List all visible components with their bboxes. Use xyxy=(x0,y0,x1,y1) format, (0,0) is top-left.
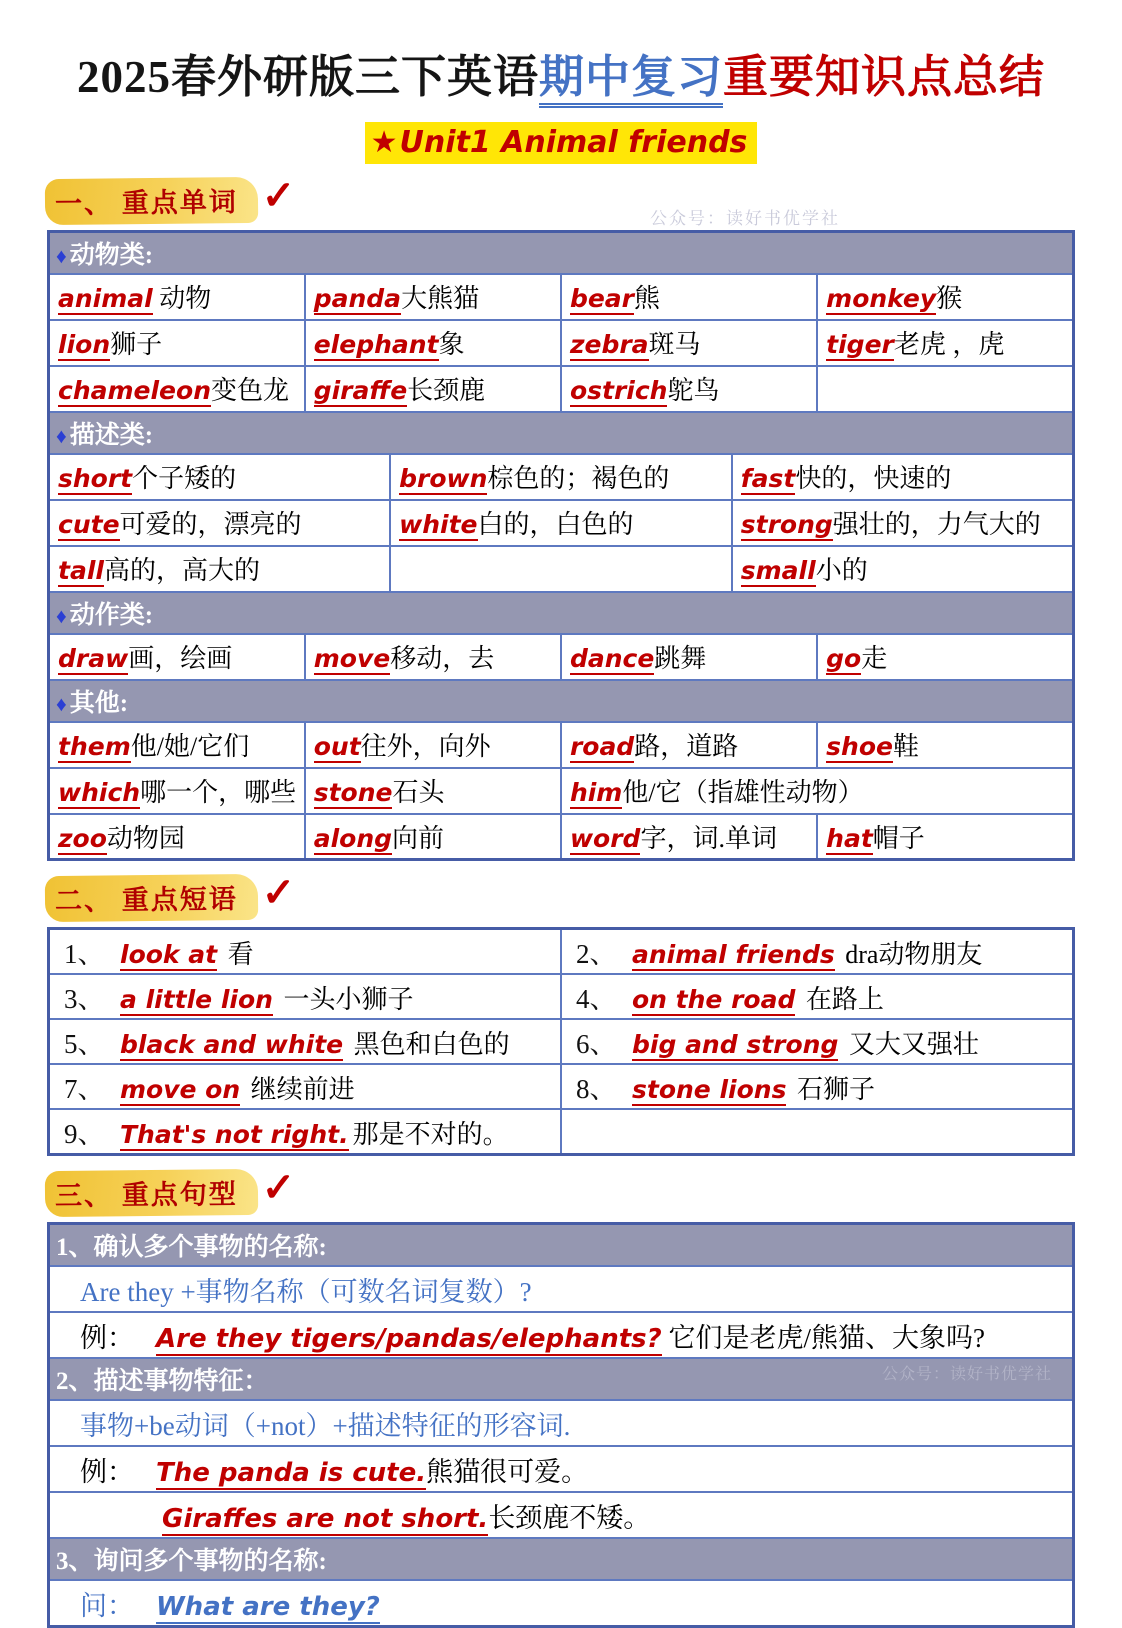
chinese-meaning: 长颈鹿 xyxy=(407,376,486,406)
vocab-cell xyxy=(49,546,391,592)
english-word: shoe xyxy=(826,732,893,762)
star-icon: ★ xyxy=(370,124,398,160)
vocab-cell xyxy=(732,454,1074,500)
chinese-meaning: 帽子 xyxy=(872,824,925,853)
pattern-header-label: 1、确认多个事物的名称: xyxy=(56,1234,327,1262)
question-label: 问： xyxy=(80,1590,134,1621)
watermark-text: 公众号：读好书优学社 xyxy=(650,209,840,228)
phrase-cell xyxy=(561,1019,1074,1064)
vocab-cell xyxy=(49,500,391,546)
vocab-group-label: 其他: xyxy=(69,689,129,717)
vocab-cell xyxy=(732,500,1074,546)
pattern-formula: 事物+be动词（+not）+描述特征的形容词. xyxy=(80,1410,571,1441)
pattern-formula-row xyxy=(49,1400,1074,1446)
english-word: white xyxy=(399,510,478,540)
subtitle-row xyxy=(0,122,1122,164)
pattern-header-label: 3、询问多个事物的名称: xyxy=(56,1548,327,1576)
english-word: ostrich xyxy=(569,376,668,406)
watermark-text: 公众号：读好书优学社 xyxy=(881,1366,1052,1384)
chinese-meaning: 小的 xyxy=(815,556,868,586)
phrase-chinese: dra动物朋友 xyxy=(838,940,983,970)
vocab-cell xyxy=(305,634,561,680)
vocab-cell xyxy=(49,814,305,860)
vocab-cell xyxy=(305,366,561,412)
english-word: animal xyxy=(58,284,153,314)
phrase-number: 7、 xyxy=(64,1074,105,1105)
vocab-cell xyxy=(561,768,1074,814)
diamond-icon: ♦ xyxy=(56,691,67,716)
example-label: 例： xyxy=(80,1456,134,1487)
english-word: dance xyxy=(569,644,655,674)
phrase-cell xyxy=(49,1109,562,1155)
phrase-chinese: 黑色和白色的 xyxy=(347,1030,510,1060)
phrase-row xyxy=(49,974,1074,1019)
pattern-example-row xyxy=(49,1446,1074,1492)
section-heading-phrases xyxy=(45,870,296,921)
example-chinese: 熊猫很可爱。 xyxy=(426,1456,589,1487)
english-word: panda xyxy=(313,284,402,314)
pattern-header xyxy=(49,1358,1074,1400)
check-icon: ✓ xyxy=(261,1165,296,1211)
vocab-cell xyxy=(817,634,1073,680)
vocab-cell xyxy=(49,768,305,814)
chinese-meaning: 往外，向外 xyxy=(360,732,491,762)
english-word: bear xyxy=(569,284,634,314)
phrase-number: 9、 xyxy=(64,1119,105,1150)
english-word: along xyxy=(313,824,393,853)
english-word: brown xyxy=(399,464,488,494)
diamond-icon: ♦ xyxy=(56,603,67,628)
phrase-cell xyxy=(561,929,1074,975)
english-word: him xyxy=(569,778,623,808)
vocab-group-label: 动作类: xyxy=(69,601,154,629)
vocab-cell xyxy=(561,722,817,768)
phrase-row xyxy=(49,1064,1074,1109)
phrase-row xyxy=(49,929,1074,975)
pattern-header xyxy=(49,1538,1074,1580)
vocab-cell xyxy=(390,454,732,500)
title-part-blue: 期中复习 xyxy=(539,52,723,108)
pattern-question-row xyxy=(49,1580,1074,1626)
chinese-meaning: 走 xyxy=(861,644,888,674)
vocab-cell xyxy=(817,722,1073,768)
chinese-meaning: 动物 xyxy=(152,284,212,314)
pattern-header-label: 2、描述事物特征： xyxy=(56,1368,269,1396)
chinese-meaning: 高的，高大的 xyxy=(103,556,260,586)
vocab-row xyxy=(49,366,1074,412)
vocab-cell xyxy=(305,722,561,768)
phrase-number: 6、 xyxy=(576,1029,617,1060)
section-heading-phrases-label: 二、 重点短语 xyxy=(45,874,258,922)
phrase-row xyxy=(49,1019,1074,1064)
vocab-cell xyxy=(49,320,305,366)
phrase-number: 1、 xyxy=(64,939,105,970)
english-word: tall xyxy=(58,556,104,586)
check-icon: ✓ xyxy=(261,172,296,218)
example-english: Giraffes are not short. xyxy=(162,1503,489,1534)
phrase-number: 3、 xyxy=(64,984,105,1015)
vocab-table xyxy=(47,230,1075,862)
chinese-meaning: 狮子 xyxy=(110,330,163,360)
chinese-meaning: 动物园 xyxy=(106,824,185,853)
english-word: zoo xyxy=(58,824,107,853)
vocab-row xyxy=(49,320,1074,366)
vocab-cell xyxy=(305,274,561,320)
chinese-meaning: 可爱的，漂亮的 xyxy=(119,510,302,540)
english-word: stone xyxy=(313,778,393,808)
patterns-table xyxy=(47,1222,1075,1628)
pattern-example-row xyxy=(49,1312,1074,1358)
vocab-cell xyxy=(49,722,305,768)
unit-subtitle xyxy=(365,122,758,164)
pattern-example-row xyxy=(49,1492,1074,1538)
vocab-row xyxy=(49,634,1074,680)
example-english: The panda is cute. xyxy=(156,1457,427,1488)
english-word: short xyxy=(58,464,133,494)
vocab-cell xyxy=(49,274,305,320)
vocab-row xyxy=(49,454,1074,500)
phrase-english: move on xyxy=(120,1075,241,1105)
diamond-icon: ♦ xyxy=(56,243,67,268)
page-title xyxy=(0,0,1122,104)
phrase-english: look at xyxy=(120,940,218,970)
chinese-meaning: 大熊猫 xyxy=(401,284,480,314)
english-word: giraffe xyxy=(313,376,408,406)
phrase-number: 4、 xyxy=(576,984,617,1015)
vocab-cell xyxy=(49,454,391,500)
vocab-cell xyxy=(305,768,561,814)
chinese-meaning: 强壮的，力气大的 xyxy=(832,510,1041,540)
english-word: them xyxy=(58,732,131,762)
pattern-formula: Are they +事物名称（可数名词复数）? xyxy=(80,1276,532,1307)
phrase-number: 2、 xyxy=(576,939,617,970)
english-word: tiger xyxy=(826,330,894,360)
phrase-chinese: 又大又强壮 xyxy=(842,1030,979,1060)
english-word: word xyxy=(569,824,641,853)
phrase-english: big and strong xyxy=(632,1030,839,1060)
chinese-meaning: 斑马 xyxy=(648,330,701,360)
section-heading-words xyxy=(45,172,296,224)
vocab-row xyxy=(49,768,1074,814)
phrase-number: 5、 xyxy=(64,1029,105,1060)
phrase-english: on the road xyxy=(632,985,796,1015)
phrase-cell xyxy=(49,929,562,975)
english-word: which xyxy=(58,778,141,808)
english-word: fast xyxy=(740,464,796,494)
chinese-meaning: 画，绘画 xyxy=(128,644,233,674)
vocab-cell xyxy=(732,546,1074,592)
chinese-meaning: 棕色的；褐色的 xyxy=(487,464,670,494)
chinese-meaning: 移动，去 xyxy=(390,644,495,674)
phrase-cell xyxy=(49,974,562,1019)
phrase-chinese: 一头小狮子 xyxy=(276,985,414,1015)
english-word: strong xyxy=(740,510,833,540)
phrase-cell xyxy=(561,974,1074,1019)
vocab-group-label: 动物类: xyxy=(69,241,154,269)
chinese-meaning: 他/她/它们 xyxy=(130,732,250,762)
phrase-chinese: 在路上 xyxy=(799,985,884,1015)
chinese-meaning: 快的，快速的 xyxy=(795,464,952,494)
english-word: elephant xyxy=(313,330,439,360)
chinese-meaning: 石头 xyxy=(392,778,445,808)
vocab-group-label: 描述类: xyxy=(69,421,154,449)
phrases-table xyxy=(47,927,1075,1156)
vocab-cell-empty xyxy=(817,366,1073,412)
pattern-header xyxy=(49,1224,1074,1267)
diamond-icon: ♦ xyxy=(56,423,67,448)
section-heading-patterns-label: 三、 重点句型 xyxy=(45,1169,258,1217)
english-word: go xyxy=(826,644,862,674)
phrase-english: a little lion xyxy=(120,985,273,1015)
phrase-chinese: 石狮子 xyxy=(790,1075,875,1105)
vocab-cell-empty xyxy=(390,546,732,592)
english-word: move xyxy=(313,644,391,674)
english-word: out xyxy=(313,732,361,762)
phrase-cell xyxy=(561,1064,1074,1109)
example-chinese: 长颈鹿不矮。 xyxy=(488,1502,651,1533)
vocab-group-header xyxy=(49,412,1074,454)
vocab-group-header xyxy=(49,680,1074,722)
section-heading-patterns xyxy=(45,1165,296,1216)
phrase-cell xyxy=(49,1019,562,1064)
question-english: What are they? xyxy=(156,1591,380,1622)
vocab-cell xyxy=(561,274,817,320)
chinese-meaning: 白的，白色的 xyxy=(477,510,634,540)
vocab-cell xyxy=(49,366,305,412)
vocab-cell xyxy=(561,366,817,412)
phrase-english: That's not right. xyxy=(120,1120,349,1150)
vocab-cell xyxy=(49,634,305,680)
phrase-row xyxy=(49,1109,1074,1155)
phrase-english: stone lions xyxy=(632,1075,787,1105)
title-part-black: 2025春外研版三下英语 xyxy=(76,52,539,102)
phrase-chinese: 看 xyxy=(221,940,254,970)
english-word: draw xyxy=(58,644,129,674)
section-heading-words-label: 一、 重点单词 xyxy=(45,177,258,225)
chinese-meaning: 老虎 ，虎 xyxy=(893,330,1005,360)
vocab-cell xyxy=(305,320,561,366)
vocab-row xyxy=(49,500,1074,546)
chinese-meaning: 个子矮的 xyxy=(132,464,237,494)
chinese-meaning: 路，道路 xyxy=(634,732,739,762)
vocab-group-header xyxy=(49,231,1074,274)
phrase-english: black and white xyxy=(120,1030,344,1060)
phrase-number: 8、 xyxy=(576,1074,617,1105)
title-part-red: 重要知识点总结 xyxy=(723,52,1046,102)
example-chinese: 它们是老虎/熊猫、大象吗? xyxy=(661,1322,985,1353)
chinese-meaning: 字，词.单词 xyxy=(640,824,777,853)
vocab-cell xyxy=(817,274,1073,320)
chinese-meaning: 猴 xyxy=(936,284,963,314)
chinese-meaning: 哪一个，哪些 xyxy=(140,778,297,808)
english-word: chameleon xyxy=(58,376,211,406)
vocab-cell xyxy=(817,320,1073,366)
vocab-row xyxy=(49,814,1074,860)
chinese-meaning: 向前 xyxy=(392,824,445,853)
english-word: road xyxy=(569,732,635,762)
phrase-chinese: 那是不对的。 xyxy=(352,1120,509,1150)
example-english: Are they tigers/pandas/elephants? xyxy=(156,1323,662,1354)
vocab-row xyxy=(49,274,1074,320)
english-word: hat xyxy=(826,824,873,853)
phrase-cell-empty xyxy=(561,1109,1074,1155)
vocab-cell xyxy=(561,634,817,680)
check-icon: ✓ xyxy=(261,870,296,916)
vocab-row xyxy=(49,722,1074,768)
pattern-formula-row xyxy=(49,1266,1074,1312)
vocab-row xyxy=(49,546,1074,592)
vocab-cell xyxy=(561,814,817,860)
chinese-meaning: 他/它（指雄性动物） xyxy=(622,778,864,808)
vocab-cell xyxy=(561,320,817,366)
chinese-meaning: 鸵鸟 xyxy=(667,376,720,406)
english-word: lion xyxy=(58,330,111,360)
phrase-cell xyxy=(49,1064,562,1109)
chinese-meaning: 变色龙 xyxy=(211,376,290,406)
phrase-chinese: 继续前进 xyxy=(244,1075,355,1105)
english-word: zebra xyxy=(569,330,649,360)
chinese-meaning: 象 xyxy=(438,330,465,360)
chinese-meaning: 跳舞 xyxy=(654,644,707,674)
vocab-cell xyxy=(390,500,732,546)
english-word: small xyxy=(740,556,816,586)
vocab-cell xyxy=(305,814,561,860)
english-word: cute xyxy=(58,510,120,540)
vocab-cell xyxy=(817,814,1073,860)
chinese-meaning: 熊 xyxy=(634,284,661,314)
phrase-english: animal friends xyxy=(632,940,835,970)
example-label: 例： xyxy=(80,1322,134,1353)
unit-subtitle-text: Unit1 Animal friends xyxy=(399,124,748,160)
vocab-group-header xyxy=(49,592,1074,634)
chinese-meaning: 鞋 xyxy=(892,732,919,762)
english-word: monkey xyxy=(826,284,937,314)
